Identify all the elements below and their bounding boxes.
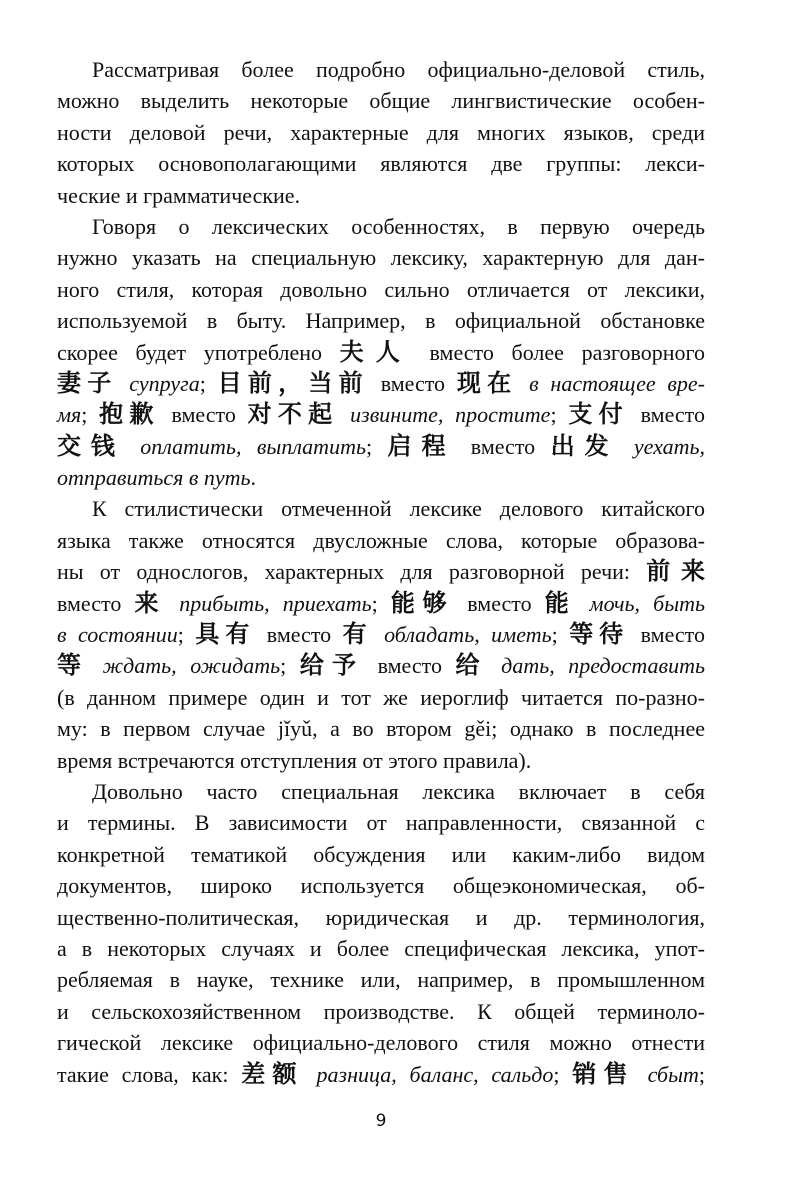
text-run: ;	[81, 402, 100, 428]
italic-text: оплатить, выплатить	[124, 433, 366, 459]
text-run: вместо	[57, 590, 135, 616]
text-line	[57, 493, 705, 524]
text-run: ного стиля, которая довольно сильно отличается от лексики,	[57, 276, 705, 302]
text-run: документов, широко используется общеэкономическая, об-	[57, 873, 705, 899]
text-line	[57, 180, 705, 211]
italic-text: уехать,	[618, 433, 705, 459]
text-run: ;	[365, 433, 388, 459]
text-line	[57, 776, 705, 807]
italic-text: в состоянии	[57, 622, 178, 648]
text-run: ;	[698, 1061, 706, 1087]
text-run: му: в первом случае jǐyǔ, а во втором gěi; однако в последнее	[57, 716, 705, 742]
italic-text: ждать, ожидать	[89, 653, 281, 679]
text-line	[57, 650, 705, 681]
text-run: ческие и грамматические.	[57, 182, 301, 208]
text-line	[57, 462, 705, 493]
text-line	[57, 242, 705, 273]
italic-text: разница, баланс, сальдо	[303, 1061, 554, 1087]
text-run: время встречаются отступления от этого правила).	[57, 747, 532, 773]
text-run: можно выделить некоторые общие лингвистические особен-	[57, 88, 705, 114]
text-line	[57, 556, 705, 587]
text-run: (в данном примере один и тот же иероглиф читается по-разно-	[57, 684, 705, 710]
chinese-text: 目前，当前	[217, 368, 369, 397]
italic-text: извините, простите	[338, 402, 551, 428]
text-line	[57, 274, 705, 305]
text-run: ности деловой речи, характерные для многих языков, среди	[57, 119, 705, 145]
text-line	[57, 964, 705, 995]
text-line	[57, 870, 705, 901]
text-run: конкретной тематикой обсуждения или каким-либо видом	[57, 841, 705, 867]
chinese-text: 等待	[569, 620, 630, 649]
italic-text: сбыт	[634, 1061, 699, 1087]
italic-text: мя	[57, 402, 82, 428]
text-run: вместо	[255, 622, 343, 648]
text-line	[57, 399, 705, 430]
chinese-text: 现在	[456, 368, 518, 397]
text-run: и термины. В зависимости от направленности, связанной с	[57, 810, 705, 836]
text-line	[57, 807, 705, 838]
chinese-text: 具有	[195, 620, 256, 649]
text-run: К стилистически отмеченной лексике делового китайского	[92, 496, 705, 522]
text-line	[57, 713, 705, 744]
italic-text: мочь, быть	[576, 590, 706, 616]
text-run: языка также относятся двусложные слова, которые образова-	[57, 527, 705, 553]
text-run: ;	[553, 1061, 573, 1087]
paragraph	[57, 776, 705, 1090]
italic-text: супруга	[117, 370, 200, 396]
text-line	[57, 337, 705, 368]
text-run: щественно-политическая, юридическая и др. терминология,	[57, 904, 705, 930]
chinese-text: 抱歉	[99, 400, 160, 429]
text-run: ребляемая в науке, технике или, например, в промышленном	[57, 967, 705, 993]
text-line	[57, 1027, 705, 1058]
text-run: ;	[280, 653, 300, 679]
chinese-text: 交钱	[57, 431, 125, 460]
body-text	[57, 54, 705, 1090]
text-run: вместо	[628, 402, 705, 428]
paragraph	[57, 211, 705, 494]
chinese-text: 能	[544, 588, 577, 617]
text-run: вместо	[159, 402, 248, 428]
text-line	[57, 148, 705, 179]
chinese-text: 来	[134, 588, 167, 617]
text-line	[57, 85, 705, 116]
text-line	[57, 305, 705, 336]
chinese-text: 销售	[572, 1059, 635, 1088]
text-line	[57, 839, 705, 870]
paragraph	[57, 493, 705, 776]
chinese-text: 前来	[646, 557, 705, 586]
text-line	[57, 588, 705, 619]
text-run: ;	[551, 622, 570, 648]
text-line	[57, 902, 705, 933]
page-number: 9	[375, 1111, 387, 1131]
text-run: ;	[199, 370, 218, 396]
text-run: .	[250, 465, 257, 491]
text-run: Довольно часто специальная лексика включает в себя	[92, 778, 705, 804]
italic-text: дать, предоставить	[487, 653, 706, 679]
chinese-text: 对不起	[247, 400, 339, 429]
text-run: ;	[550, 402, 569, 428]
italic-text: в настоящее вре-	[517, 370, 706, 396]
text-run: вместо	[368, 370, 457, 396]
chinese-text: 妻子	[57, 368, 118, 397]
text-run: такие слова, как:	[57, 1061, 242, 1087]
chinese-text: 给	[455, 651, 488, 680]
text-run: скорее будет употреблено	[57, 339, 340, 365]
chinese-text: 能够	[390, 588, 455, 617]
text-run: используемой в быту. Например, в официальной обстановке	[57, 308, 705, 334]
text-run: гической лексике официально-делового стиля можно отнести	[57, 1030, 705, 1056]
text-run: ;	[371, 590, 391, 616]
text-line	[57, 682, 705, 713]
text-line	[57, 933, 705, 964]
chinese-text: 等	[57, 651, 90, 680]
text-run: Говоря о лексических особенностях, в первую очередь	[92, 213, 705, 239]
text-run: которых основополагающими являются две группы: лекси-	[57, 151, 705, 177]
text-line	[57, 368, 705, 399]
text-run: ны от однослогов, характерных для разговорной речи:	[57, 559, 647, 585]
chinese-text: 给予	[299, 651, 365, 680]
paragraph	[57, 54, 705, 211]
text-line	[57, 1059, 705, 1090]
text-run: вместо	[454, 590, 545, 616]
text-run: и сельскохозяйственном производстве. К общей терминоло-	[57, 998, 705, 1024]
text-line	[57, 431, 705, 462]
chinese-text: 启程	[387, 431, 456, 460]
text-line	[57, 619, 705, 650]
text-line	[57, 211, 705, 242]
text-line	[57, 525, 705, 556]
chinese-text: 有	[342, 620, 373, 649]
text-run: Рассматривая более подробно официально-деловой стиль,	[92, 57, 705, 82]
italic-text: обладать, иметь	[372, 622, 552, 648]
text-run: вместо	[364, 653, 456, 679]
text-run: вместо более разговорного	[411, 339, 705, 365]
text-line	[57, 54, 705, 85]
text-run: нужно указать на специальную лексику, характерную для дан-	[57, 245, 705, 271]
text-run: вместо	[629, 622, 705, 648]
chinese-text: 夫人	[339, 337, 412, 366]
text-run: а в некоторых случаях и более специфическая лексика, упот-	[57, 935, 705, 961]
text-line	[57, 745, 705, 776]
chinese-text: 出发	[550, 431, 619, 460]
text-run: ;	[177, 622, 196, 648]
chinese-text: 差额	[241, 1059, 304, 1088]
chinese-text: 支付	[568, 400, 629, 429]
text-line	[57, 996, 705, 1027]
italic-text: прибыть, приехать	[166, 590, 372, 616]
text-line	[57, 117, 705, 148]
text-run: вместо	[455, 433, 551, 459]
italic-text: отправиться в путь	[57, 465, 251, 491]
